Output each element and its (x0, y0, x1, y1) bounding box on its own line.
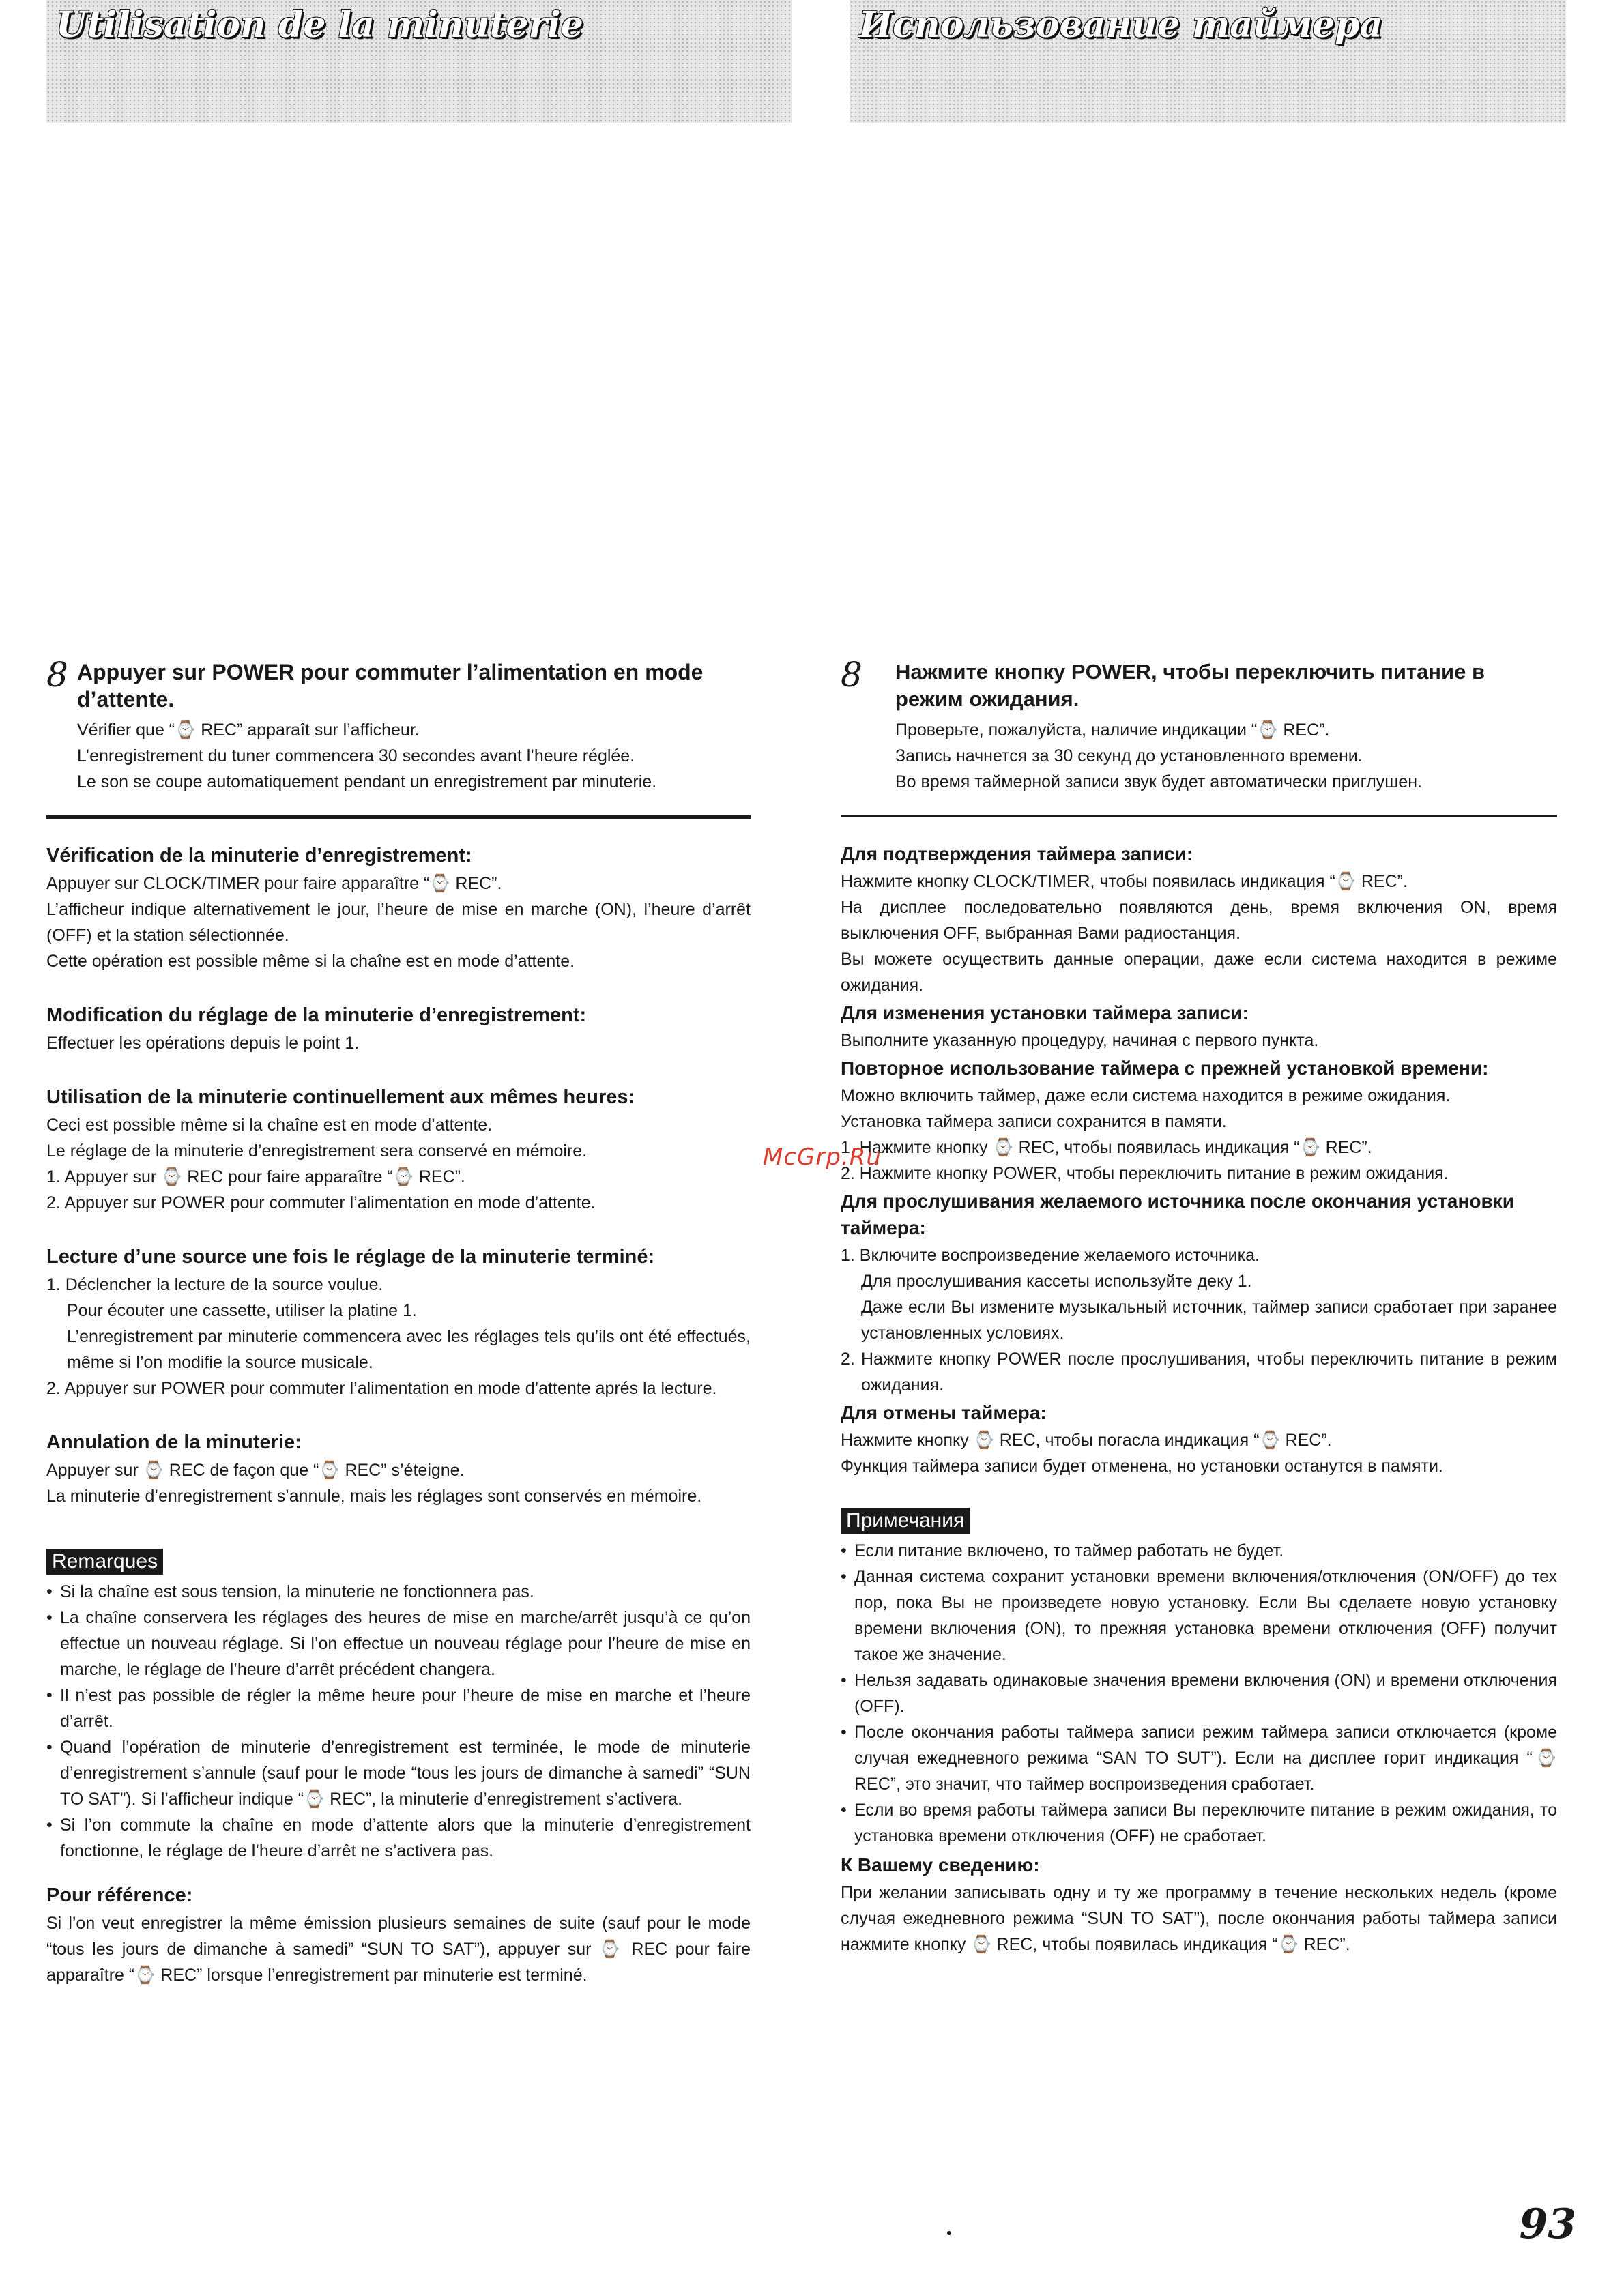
step-8-fr (46, 655, 751, 795)
list-item-text: 1. Включите воспроизведение желаемого источника. (841, 1246, 1260, 1265)
list-item: 2. Нажмите кнопку POWER после прослушивания, чтобы переключить питание в режим ожидания. (841, 1350, 1557, 1395)
notes-list (841, 1538, 1557, 1849)
section-heading: Vérification de la minuterie d’enregistrement: (46, 845, 472, 866)
paragraph: Appuyer sur ⌚ REC de façon que “⌚ REC” s’éteigne. (46, 1461, 465, 1480)
step-title: Appuyer sur POWER pour commuter l’alimentation en mode d’attente. (77, 660, 704, 712)
paragraph: Si l’on veut enregistrer la même émission plusieurs semaines de suite (sauf pour le mode “tous les jours de dimanche à samedi” “SUN TO SAT”), appuyer sur ⌚ REC pour faire apparaître “⌚ REC” lorsque l’enregistrement par minuterie est terminé. (46, 1914, 751, 1985)
step-line: Проверьте, пожалуйста, наличие индикации “⌚ REC”. (895, 720, 1330, 740)
paragraph: Ceci est possible même si la chaîne est en mode d’attente. (46, 1116, 493, 1135)
section-heading: Modification du réglage de la minuterie d’enregistrement: (46, 1004, 587, 1026)
page-title-fr: Utilisation de la minuterie (56, 4, 583, 46)
list-item: 1. Нажмите кнопку ⌚ REC, чтобы появилась индикация “⌚ REC”. (841, 1138, 1372, 1157)
paragraph: Effectuer les opérations depuis le point 1. (46, 1034, 360, 1053)
list-item: 2. Appuyer sur POWER pour commuter l’alimentation en mode d’attente. (46, 1193, 596, 1212)
page-dot (947, 2231, 951, 2235)
section-heading: Для прослушивания желаемого источника после окончания установки таймера: (841, 1191, 1514, 1238)
russian-column (841, 655, 1557, 1959)
section-heading: Utilisation de la minuterie continuellement aux mêmes heures: (46, 1086, 635, 1108)
step-line: L’enregistrement du tuner commencera 30 secondes avant l’heure réglée. (77, 746, 635, 766)
paragraph: Установка таймера записи сохранится в памяти. (841, 1112, 1227, 1131)
header-band-fr (46, 0, 792, 123)
note-item: • Если питание включено, то таймер работать не будет. (841, 1541, 1284, 1560)
list-item-continuation: L’enregistrement par minuterie commencera avec les réglages tels qu’ils ont été effectués, même si l’on modifie la source musicale. (67, 1327, 751, 1372)
step-number: 8 (841, 655, 862, 695)
section-heading: Для подтверждения таймера записи: (841, 843, 1193, 864)
notes-label: Примечания (841, 1508, 970, 1534)
section-modification (46, 1002, 751, 1056)
step-line: Vérifier que “⌚ REC” apparaît sur l’afficheur. (77, 720, 420, 740)
step-line: Во время таймерной записи звук будет автоматически приглушен. (895, 772, 1423, 791)
note-item: • Quand l’opération de minuterie d’enregistrement est terminée, le mode de minuterie d’enregistrement s’annule (sauf pour le mode “tous les jours de dimanche à samedi” “SUN TO SAT”). Si l’afficheur indique “⌚ REC”, la minuterie d’enregistrement s’activera. (46, 1738, 751, 1809)
note-item: • Если во время работы таймера записи Вы переключите питание в режим ожидания, то установка времени отключения (OFF) не сработает. (841, 1801, 1557, 1846)
paragraph: Cette opération est possible même si la chaîne est en mode d’attente. (46, 952, 575, 971)
section-heading: Lecture d’une source une fois le réglage de la minuterie terminé: (46, 1246, 655, 1268)
paragraph: При желании записывать одну и ту же программу в течение нескольких недель (кроме случая ежедневного режима “SUN TO SAT”), после окончания работы таймера записи нажмите кнопку ⌚ REC, чтобы появилась индикация “⌚ REC”. (841, 1883, 1557, 1954)
paragraph: Выполните указанную процедуру, начиная с первого пункта. (841, 1031, 1319, 1050)
section-heading: Annulation de la minuterie: (46, 1431, 302, 1453)
list-item (46, 1272, 751, 1375)
paragraph: La minuterie d’enregistrement s’annule, mais les réglages sont conservés en mémoire. (46, 1487, 702, 1506)
paragraph: Нажмите кнопку CLOCK/TIMER, чтобы появилась индикация “⌚ REC”. (841, 872, 1408, 891)
page-number: 93 (1519, 2200, 1576, 2248)
section-continuous (46, 1083, 751, 1216)
page-title-ru: Использование таймера (859, 4, 1383, 46)
list-item-continuation: Pour écouter une cassette, utiliser la platine 1. (67, 1301, 417, 1320)
list-item: 1. Appuyer sur ⌚ REC pour faire apparaître “⌚ REC”. (46, 1167, 465, 1186)
header-band-ru (850, 0, 1566, 123)
note-item: • Si l’on commute la chaîne en mode d’attente alors que la minuterie d’enregistrement fonctionne, le réglage de l’heure d’arrêt ne s’activera pas. (46, 1816, 751, 1861)
notes-list (46, 1579, 751, 1864)
section-cancel (46, 1429, 751, 1509)
list-item-continuation: Даже если Вы измените музыкальный источник, таймер записи сработает при заранее установленных условиях. (861, 1298, 1557, 1343)
paragraph: Можно включить таймер, даже если система находится в режиме ожидания. (841, 1086, 1451, 1105)
paragraph: Нажмите кнопку ⌚ REC, чтобы погасла индикация “⌚ REC”. (841, 1431, 1332, 1450)
section-change (841, 1000, 1557, 1053)
section-cancel-ru (841, 1399, 1557, 1479)
section-heading: Повторное использование таймера с прежней установкой времени: (841, 1058, 1489, 1079)
watermark: McGrp.Ru (763, 1143, 882, 1171)
section-verification (46, 842, 751, 974)
divider (841, 815, 1557, 817)
section-heading: Pour référence: (46, 1884, 193, 1906)
note-item: • Данная система сохранит установки времени включения/отключения (ON/OFF) до тех пор, пока Вы не произведете новую установку. Если Вы сделаете новую установку времени включения (ON), то прежняя установка времени отключения (OFF) получит такое же значение. (841, 1567, 1557, 1664)
section-info (841, 1852, 1557, 1957)
divider (46, 815, 751, 819)
list-item (841, 1242, 1557, 1346)
list-item-text: 1. Déclencher la lecture de la source voulue. (46, 1275, 383, 1294)
paragraph: Функция таймера записи будет отменена, но установки останутся в памяти. (841, 1457, 1443, 1476)
list-item-continuation: Для прослушивания кассеты используйте деку 1. (861, 1272, 1252, 1291)
step-line: Запись начнется за 30 секунд до установленного времени. (895, 746, 1363, 766)
note-item: • Il n’est pas possible de régler la même heure pour l’heure de mise en marche et l’heure d’arrêt. (46, 1686, 751, 1731)
french-column (46, 655, 751, 2015)
note-item: • Нельзя задавать одинаковые значения времени включения (ON) и времени отключения (OFF). (841, 1671, 1557, 1716)
section-playback (46, 1243, 751, 1401)
paragraph: Appuyer sur CLOCK/TIMER pour faire apparaître “⌚ REC”. (46, 874, 502, 893)
note-item: • После окончания работы таймера записи режим таймера записи отключается (кроме случая ежедневного режима “SAN TO SUT”). Если на дисплее горит индикация “⌚ REC”, это значит, что таймер воспроизведения сработает. (841, 1723, 1557, 1794)
section-heading: Для отмены таймера: (841, 1402, 1047, 1423)
section-reuse (841, 1055, 1557, 1186)
paragraph: L’afficheur indique alternativement le jour, l’heure de mise en marche (ON), l’heure d’arrêt (OFF) et la station sélectionnée. (46, 900, 751, 945)
step-title: Нажмите кнопку POWER, чтобы переключить питание в режим ожидания. (895, 660, 1485, 711)
section-heading: Для изменения установки таймера записи: (841, 1002, 1249, 1023)
note-item: • La chaîne conservera les réglages des heures de mise en marche/arrêt jusqu’à ce qu’on effectue un nouveau réglage. Si l’on effectue un nouveau réglage pour l’heure de mise en marche, le réglage de l’heure d’arrêt précédent changera. (46, 1608, 751, 1679)
step-number: 8 (46, 655, 68, 695)
paragraph: На дисплее последовательно появляются день, время включения ON, время выключения OFF, выбранная Вами радиостанция. (841, 898, 1557, 943)
section-reference (46, 1882, 751, 1988)
note-item: • Si la chaîne est sous tension, la minuterie ne fonctionnera pas. (46, 1582, 534, 1601)
notes-label: Remarques (46, 1549, 163, 1575)
step-8-ru (841, 655, 1557, 795)
list-item: 2. Appuyer sur POWER pour commuter l’alimentation en mode d’attente aprés la lecture. (46, 1379, 717, 1398)
section-listen (841, 1188, 1557, 1398)
step-line: Le son se coupe automatiquement pendant un enregistrement par minuterie. (77, 772, 657, 791)
section-heading: К Вашему сведению: (841, 1854, 1040, 1876)
paragraph: Le réglage de la minuterie d’enregistrement sera conservé en mémoire. (46, 1141, 588, 1161)
section-confirm (841, 841, 1557, 998)
list-item: 2. Нажмите кнопку POWER, чтобы переключить питание в режим ожидания. (841, 1164, 1449, 1183)
paragraph: Вы можете осуществить данные операции, даже если система находится в режиме ожидания. (841, 950, 1557, 995)
